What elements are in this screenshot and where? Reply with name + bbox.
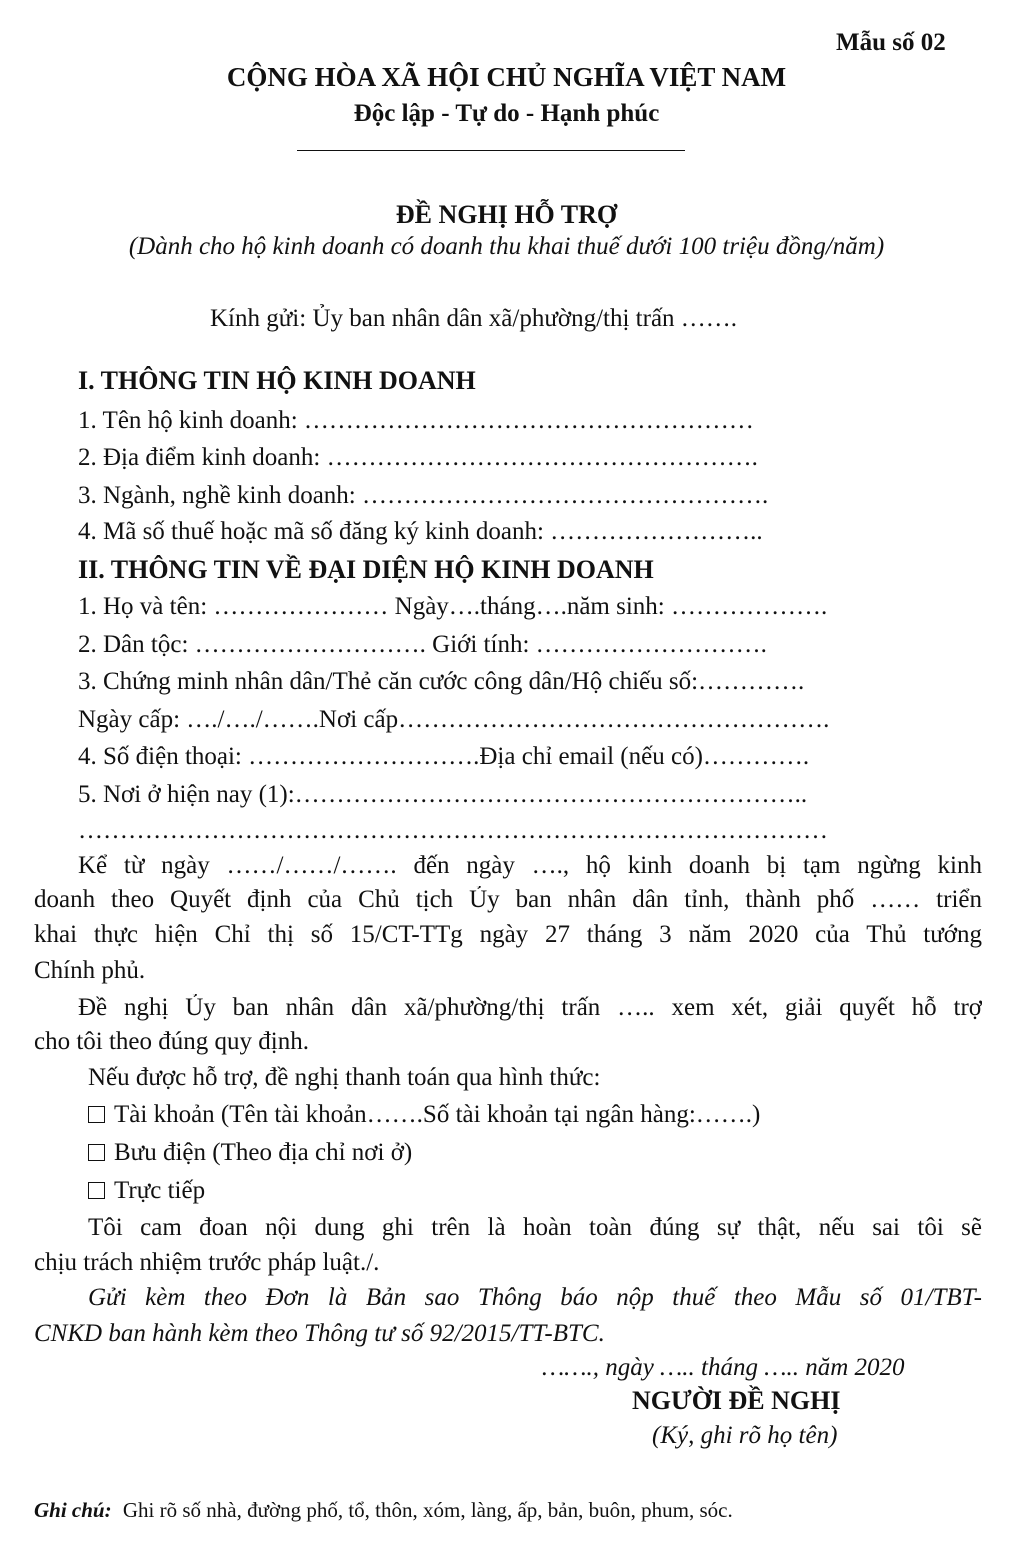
document-title: ĐỀ NGHỊ HỖ TRỢ — [395, 200, 618, 229]
suspension-paragraph-line: Kể từ ngày ……/……/……. đến ngày …., hộ kinh doanh bị tạm ngừng kinh — [78, 852, 982, 879]
request-paragraph-line: cho tôi theo đúng quy định. — [34, 1028, 309, 1055]
commitment-line: Tôi cam đoan nội dung ghi trên là hoàn toàn đúng sự thật, nếu sai tôi sẽ — [88, 1214, 982, 1241]
footnote-label: Ghi chú: — [34, 1498, 112, 1522]
country-heading: CỘNG HÒA XÃ HỘI CHỦ NGHĨA VIỆT NAM — [226, 62, 787, 92]
payment-option-label: Bưu điện (Theo địa chỉ nơi ở) — [114, 1139, 413, 1166]
commitment-line: chịu trách nhiệm trước pháp luật./. — [34, 1249, 380, 1276]
payment-option-label: Tài khoản (Tên tài khoản…….Số tài khoản tại ngân hàng:…….) — [114, 1101, 761, 1128]
signature-instruction: (Ký, ghi rõ họ tên) — [652, 1422, 838, 1449]
signature-role: NGƯỜI ĐỀ NGHỊ — [632, 1386, 841, 1415]
business-name-line: 1. Tên hộ kinh doanh: ……………………………………………… — [78, 407, 754, 434]
section1-heading: I. THÔNG TIN HỘ KINH DOANH — [78, 366, 476, 395]
document-subtitle: (Dành cho hộ kinh doanh có doanh thu khai thuế dưới 100 triệu đồng/năm) — [128, 233, 885, 260]
suspension-paragraph-line: doanh theo Quyết định của Chủ tịch Ủy ban nhân dân tỉnh, thành phố …… triển — [34, 886, 982, 913]
payment-option-account[interactable] — [88, 1101, 760, 1129]
attachment-line: Gửi kèm theo Đơn là Bản sao Thông báo nộp thuế theo Mẫu số 01/TBT- — [88, 1284, 982, 1311]
attachment-line: CNKD ban hành kèm theo Thông tư số 92/2015/TT-BTC. — [34, 1320, 605, 1347]
residence-line: 5. Nơi ở hiện nay (1):…………………………………………………….. — [78, 781, 808, 808]
suspension-paragraph-line: Chính phủ. — [34, 957, 146, 984]
id-number-line: 3. Chứng minh nhân dân/Thẻ căn cước công dân/Hộ chiếu số:…………. — [78, 668, 805, 695]
payment-option-post[interactable] — [88, 1139, 412, 1167]
issue-date-line: Ngày cấp: …./…./…….Nơi cấp……………………………………………. — [78, 706, 830, 733]
footnote — [34, 1498, 733, 1523]
account-checkbox[interactable] — [88, 1106, 105, 1123]
footnote-text: Ghi rõ số nhà, đường phố, tổ, thôn, xóm, làng, ấp, bản, buôn, phum, sóc. — [122, 1498, 733, 1522]
ethnicity-line: 2. Dân tộc: ………………………. Giới tính: ………………………. — [78, 631, 767, 658]
business-sector-line: 3. Ngành, nghề kinh doanh: …………………………………………. — [78, 482, 769, 509]
tax-code-line: 4. Mã số thuế hoặc mã số đăng ký kinh doanh: …………………….. — [78, 518, 763, 545]
payment-option-label: Trực tiếp — [114, 1177, 206, 1204]
motto: Độc lập - Tự do - Hạnh phúc — [353, 100, 660, 127]
suspension-paragraph-line: khai thực hiện Chỉ thị số 15/CT-TTg ngày 27 tháng 3 năm 2020 của Thủ tướng — [34, 921, 982, 948]
motto-underline — [297, 150, 685, 151]
residence-continuation-line: ……………………………………………………………………………… — [78, 817, 828, 844]
direct-checkbox[interactable] — [88, 1182, 105, 1199]
fullname-line: 1. Họ và tên: ………………… Ngày….tháng….năm sinh: ………………. — [78, 593, 828, 620]
post-checkbox[interactable] — [88, 1144, 105, 1161]
payment-option-direct[interactable] — [88, 1177, 205, 1205]
section2-heading: II. THÔNG TIN VỀ ĐẠI DIỆN HỘ KINH DOANH — [78, 555, 654, 584]
signature-date: ……., ngày ….. tháng ….. năm 2020 — [542, 1354, 905, 1381]
form-number: Mẫu số 02 — [836, 29, 946, 56]
request-paragraph-line: Đề nghị Ủy ban nhân dân xã/phường/thị trấn ….. xem xét, giải quyết hỗ trợ — [78, 994, 982, 1021]
phone-email-line: 4. Số điện thoại: ……………………….Địa chỉ email (nếu có)…………. — [78, 743, 810, 770]
business-location-line: 2. Địa điểm kinh doanh: ……………………………………………. — [78, 444, 758, 471]
payment-intro: Nếu được hỗ trợ, đề nghị thanh toán qua hình thức: — [88, 1064, 601, 1091]
addressee: Kính gửi: Ủy ban nhân dân xã/phường/thị trấn ……. — [210, 305, 738, 332]
